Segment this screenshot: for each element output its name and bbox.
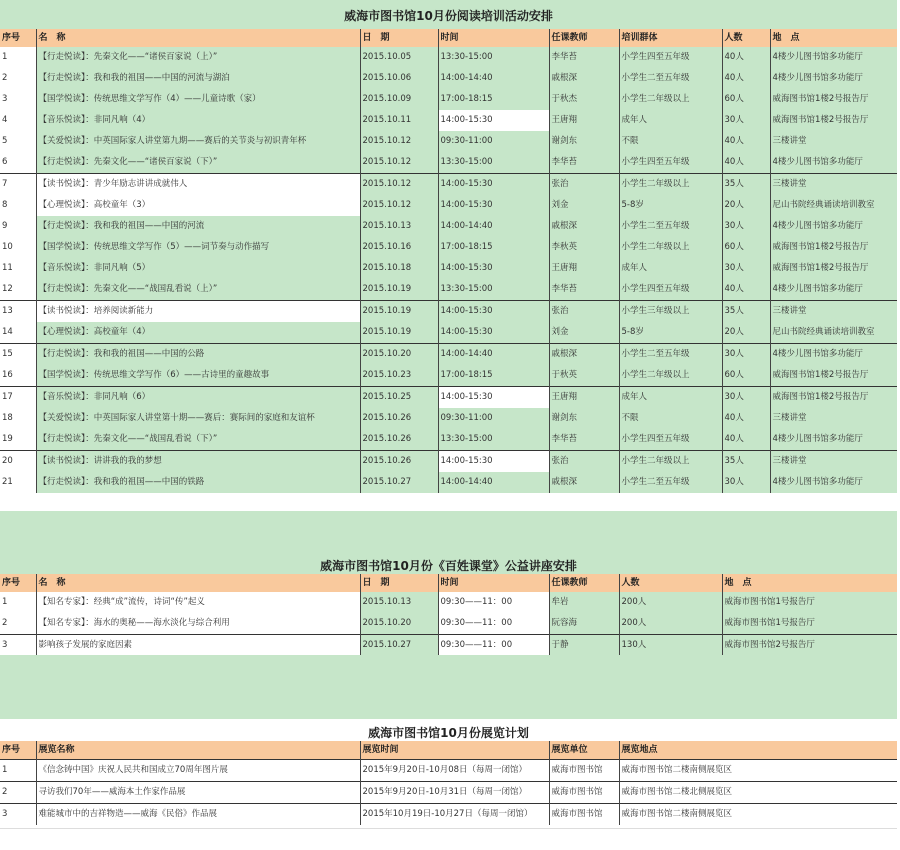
table-row [0, 365, 897, 387]
table-cell: 【知名专家】：经典“成”流传，诗词“传”起义 [36, 592, 360, 613]
column-header: 时间 [438, 574, 549, 592]
table-cell: 09:30——11：00 [438, 592, 549, 613]
table-cell: 14:00-15:30 [438, 322, 549, 344]
table-cell: 2015.10.13 [360, 216, 438, 237]
table-cell: 小学生四至五年级 [619, 279, 722, 301]
column-header: 序号 [0, 29, 36, 47]
table-cell: 1 [0, 592, 36, 613]
table-cell: 35人 [722, 174, 770, 196]
table-cell: 17:00-18:15 [438, 365, 549, 387]
table-cell: 威海图书馆1楼2号报告厅 [770, 89, 897, 110]
table-cell: 2015.10.20 [360, 613, 438, 635]
table-cell: 成年人 [619, 387, 722, 409]
table-cell: 2015.10.19 [360, 301, 438, 323]
table-row [0, 451, 897, 473]
column-header: 任课教师 [549, 574, 619, 592]
table-cell: 09:30——11：00 [438, 635, 549, 657]
column-header: 名 称 [36, 574, 360, 592]
table-cell: 【读书悦读】：培养阅读新能力 [36, 301, 360, 323]
training-table [0, 29, 897, 493]
table-cell: 5-8岁 [619, 322, 722, 344]
table-cell: 寻访我们70年——威海本土作家作品展 [36, 782, 360, 804]
table-cell: 小学生二至五年级 [619, 68, 722, 89]
table-cell: 14 [0, 322, 36, 344]
table-cell: 2015.10.25 [360, 387, 438, 409]
table-cell: 130人 [619, 635, 722, 657]
table-cell: 【国学悦读】：传统思维文学写作（6）——古诗里的童趣故事 [36, 365, 360, 387]
table-cell: 成年人 [619, 110, 722, 131]
table-cell: 三楼讲堂 [770, 301, 897, 323]
table-cell: 张治 [549, 451, 619, 473]
table-cell: 【行走悦读】：我和我的祖国——中国的铁路 [36, 472, 360, 493]
table-cell: 王唐翔 [549, 258, 619, 279]
table-cell: 【读书悦读】：讲讲我的我的梦想 [36, 451, 360, 473]
table-cell: 14:00-15:30 [438, 110, 549, 131]
table-row [0, 408, 897, 429]
table-cell: 【行走悦读】：我和我的祖国——中国的河流与湖泊 [36, 68, 360, 89]
table-cell: 14:00-14:40 [438, 68, 549, 89]
table-cell: 14:00-15:30 [438, 387, 549, 409]
table-row [0, 68, 897, 89]
table-cell: 【音乐悦读】：非同凡响（5） [36, 258, 360, 279]
table-cell: 谢剑东 [549, 408, 619, 429]
table-cell: 1 [0, 47, 36, 68]
table-cell: 60人 [722, 237, 770, 258]
table-row [0, 131, 897, 152]
table-cell: 【国学悦读】：传统思维文学写作（4）——儿童诗歌（家） [36, 89, 360, 110]
table-row [0, 258, 897, 279]
table-cell: 【读书悦读】：青少年励志讲讲成就伟人 [36, 174, 360, 196]
column-header: 展览时间 [360, 741, 549, 760]
table-cell: 09:30-11:00 [438, 131, 549, 152]
table-cell: 小学生四至五年级 [619, 429, 722, 451]
table-cell: 不限 [619, 131, 722, 152]
table-cell: 2015.10.27 [360, 635, 438, 657]
table-cell: 于静 [549, 635, 619, 657]
table-cell: 小学生二至五年级 [619, 472, 722, 493]
table-cell: 戚根深 [549, 344, 619, 366]
table-cell: 威海图书馆1楼2号报告厅 [770, 237, 897, 258]
table-cell: 30人 [722, 110, 770, 131]
table-cell: 09:30-11:00 [438, 408, 549, 429]
training-title: 威海市图书馆10月份阅读培训活动安排 [344, 9, 553, 23]
table-cell: 17:00-18:15 [438, 89, 549, 110]
table-cell: 戚根深 [549, 472, 619, 493]
lectures-header-row [0, 574, 897, 592]
table-cell: 40人 [722, 152, 770, 174]
table-cell: 200人 [619, 613, 722, 635]
table-cell: 刘金 [549, 322, 619, 344]
table-row [0, 760, 897, 782]
table-cell: 2015.10.09 [360, 89, 438, 110]
table-cell: 4楼少儿图书馆多功能厅 [770, 216, 897, 237]
table-cell: 17:00-18:15 [438, 237, 549, 258]
table-cell: 于秋杰 [549, 89, 619, 110]
table-cell: 2 [0, 782, 36, 804]
table-cell: 《信念铸中国》庆祝人民共和国成立70周年图片展 [36, 760, 360, 782]
column-header: 序号 [0, 741, 36, 760]
table-cell: 【国学悦读】：传统思维文学写作（5）——词节奏与动作描写 [36, 237, 360, 258]
table-cell: 13 [0, 301, 36, 323]
table-cell: 威海图书馆1楼2号报告厅 [770, 387, 897, 409]
table-cell: 威海图书馆1楼2号报告厅 [770, 258, 897, 279]
column-header: 名 称 [36, 29, 360, 47]
table-cell: 三楼讲堂 [770, 131, 897, 152]
table-cell: 14:00-14:40 [438, 472, 549, 493]
table-cell: 【关爱悦读】：中英国际家人讲堂第九期——赛后的关节炎与初识青年杯 [36, 131, 360, 152]
table-row [0, 429, 897, 451]
table-cell: 小学生二年级以上 [619, 365, 722, 387]
table-cell: 谢剑东 [549, 131, 619, 152]
table-cell: 2015.10.26 [360, 429, 438, 451]
table-cell: 5-8岁 [619, 195, 722, 216]
table-cell: 11 [0, 258, 36, 279]
table-cell: 2015.10.16 [360, 237, 438, 258]
table-cell: 2 [0, 613, 36, 635]
spacer-band [0, 511, 897, 554]
table-cell: 三楼讲堂 [770, 451, 897, 473]
table-cell: 影响孩子发展的家庭因素 [36, 635, 360, 657]
column-header: 人数 [619, 574, 722, 592]
table-row [0, 216, 897, 237]
table-cell: 2015.10.23 [360, 365, 438, 387]
table-cell: 威海图书馆1楼2号报告厅 [770, 365, 897, 387]
table-row [0, 635, 897, 657]
table-cell: 14:00-15:30 [438, 174, 549, 196]
lectures-title: 威海市图书馆10月份《百姓课堂》公益讲座安排 [320, 559, 577, 573]
table-cell: 13:30-15:00 [438, 47, 549, 68]
exhibitions-header-row [0, 741, 897, 760]
table-cell: 牟岩 [549, 592, 619, 613]
table-cell: 威海市图书馆 [549, 804, 619, 826]
table-cell: 李华苔 [549, 279, 619, 301]
exhibitions-title: 威海市图书馆10月份展览计划 [368, 726, 529, 740]
table-cell: 9 [0, 216, 36, 237]
table-cell: 18 [0, 408, 36, 429]
table-cell: 2015.10.13 [360, 592, 438, 613]
table-cell: 4楼少儿图书馆多功能厅 [770, 47, 897, 68]
table-cell: 2015.10.18 [360, 258, 438, 279]
column-header: 序号 [0, 574, 36, 592]
table-cell: 2015.10.26 [360, 451, 438, 473]
table-cell: 5 [0, 131, 36, 152]
table-cell: 30人 [722, 344, 770, 366]
table-row [0, 110, 897, 131]
column-header: 展览地点 [619, 741, 897, 760]
column-header: 地 点 [770, 29, 897, 47]
table-cell: 李华苔 [549, 47, 619, 68]
table-cell: 威海市图书馆1号报告厅 [722, 592, 897, 613]
table-cell: 30人 [722, 216, 770, 237]
column-header: 培训群体 [619, 29, 722, 47]
table-cell: 【行走悦读】：我和我的祖国——中国的河流 [36, 216, 360, 237]
table-cell: 14:00-14:40 [438, 216, 549, 237]
table-row [0, 804, 897, 826]
table-cell: 2015年9月20日-10月31日（每周一闭馆） [360, 782, 549, 804]
table-cell: 12 [0, 279, 36, 301]
table-cell: 威海市图书馆二楼南侧展览区 [619, 804, 897, 826]
table-cell: 21 [0, 472, 36, 493]
table-cell: 阮容海 [549, 613, 619, 635]
table-cell: 【知名专家】：海水的奥秘——海水淡化与综合利用 [36, 613, 360, 635]
table-cell: 戚根深 [549, 216, 619, 237]
table-cell: 小学生三年级以上 [619, 301, 722, 323]
table-cell: 【音乐悦读】：非同凡响（6） [36, 387, 360, 409]
table-cell: 4楼少儿图书馆多功能厅 [770, 152, 897, 174]
column-header: 时间 [438, 29, 549, 47]
table-row [0, 174, 897, 196]
table-cell: 30人 [722, 387, 770, 409]
table-cell: 2015年9月20日-10月08日（每周一闭馆） [360, 760, 549, 782]
table-cell: 4楼少儿图书馆多功能厅 [770, 344, 897, 366]
table-cell: 35人 [722, 301, 770, 323]
table-cell: 【心理悦读】：高校童年（4） [36, 322, 360, 344]
table-cell: 40人 [722, 429, 770, 451]
table-cell: 2 [0, 68, 36, 89]
column-header: 日 期 [360, 574, 438, 592]
table-row [0, 195, 897, 216]
column-header: 人数 [722, 29, 770, 47]
table-cell: 小学生二至五年级 [619, 344, 722, 366]
table-cell: 40人 [722, 47, 770, 68]
table-cell: 小学生二年级以上 [619, 451, 722, 473]
table-cell: 30人 [722, 472, 770, 493]
table-cell: 14:00-15:30 [438, 301, 549, 323]
table-cell: 【行走悦读】：先秦文化——“战国乱看说（上）” [36, 279, 360, 301]
table-cell: 李华苔 [549, 152, 619, 174]
table-cell: 王唐翔 [549, 110, 619, 131]
table-cell: 张治 [549, 174, 619, 196]
table-cell: 戚根深 [549, 68, 619, 89]
table-row [0, 387, 897, 409]
table-cell: 三楼讲堂 [770, 408, 897, 429]
table-cell: 40人 [722, 279, 770, 301]
table-row [0, 47, 897, 68]
table-cell: 【行走悦读】：我和我的祖国——中国的公路 [36, 344, 360, 366]
table-row [0, 279, 897, 301]
table-cell: 小学生四至五年级 [619, 47, 722, 68]
table-cell: 成年人 [619, 258, 722, 279]
table-cell: 4楼少儿图书馆多功能厅 [770, 68, 897, 89]
table-cell: 刘金 [549, 195, 619, 216]
table-cell: 3 [0, 804, 36, 826]
table-cell: 小学生二年级以上 [619, 237, 722, 258]
column-header: 展览单位 [549, 741, 619, 760]
column-header: 日 期 [360, 29, 438, 47]
table-cell: 2015.10.26 [360, 408, 438, 429]
table-cell: 6 [0, 152, 36, 174]
table-cell: 威海市图书馆二楼北侧展览区 [619, 782, 897, 804]
table-cell: 2015.10.20 [360, 344, 438, 366]
table-cell: 难能城市中的吉祥物造——威海《民俗》作品展 [36, 804, 360, 826]
table-cell: 2015.10.19 [360, 322, 438, 344]
table-cell: 小学生二年级以上 [619, 174, 722, 196]
table-cell: 2015.10.12 [360, 195, 438, 216]
table-cell: 【行走悦读】：先秦文化——“诸侯百家说（上）” [36, 47, 360, 68]
table-cell: 王唐翔 [549, 387, 619, 409]
table-cell: 【行走悦读】：先秦文化——“战国乱看说（下）” [36, 429, 360, 451]
table-cell: 威海市图书馆二楼南侧展览区 [619, 760, 897, 782]
table-cell: 三楼讲堂 [770, 174, 897, 196]
table-cell: 40人 [722, 408, 770, 429]
table-cell: 李华苔 [549, 429, 619, 451]
table-cell: 20 [0, 451, 36, 473]
table-cell: 小学生二年级以上 [619, 89, 722, 110]
table-row [0, 344, 897, 366]
table-cell: 1 [0, 760, 36, 782]
table-cell: 13:30-15:00 [438, 429, 549, 451]
table-cell: 4楼少儿图书馆多功能厅 [770, 429, 897, 451]
table-cell: 30人 [722, 258, 770, 279]
table-cell: 16 [0, 365, 36, 387]
table-cell: 4 [0, 110, 36, 131]
table-cell: 20人 [722, 322, 770, 344]
column-header: 任课教师 [549, 29, 619, 47]
table-cell: 【关爱悦读】：中英国际家人讲堂第十期——赛后：赛际间的家庭和友谊杯 [36, 408, 360, 429]
table-cell: 小学生二至五年级 [619, 216, 722, 237]
table-row [0, 782, 897, 804]
table-cell: 19 [0, 429, 36, 451]
lectures-table [0, 574, 897, 656]
table-cell: 于秋英 [549, 365, 619, 387]
table-cell: 小学生四至五年级 [619, 152, 722, 174]
table-row [0, 322, 897, 344]
table-cell: 威海市图书馆1号报告厅 [722, 613, 897, 635]
table-row [0, 301, 897, 323]
table-cell: 2015年10月19日-10月27日（每周一闭馆） [360, 804, 549, 826]
table-cell: 8 [0, 195, 36, 216]
table-cell: 2015.10.06 [360, 68, 438, 89]
table-cell: 【心理悦读】：高校童年（3） [36, 195, 360, 216]
table-cell: 【行走悦读】：先秦文化——“诸侯百家说（下）” [36, 152, 360, 174]
table-cell: 14:00-15:30 [438, 451, 549, 473]
table-cell: 60人 [722, 365, 770, 387]
table-cell: 2015.10.12 [360, 131, 438, 152]
table-cell: 200人 [619, 592, 722, 613]
table-cell: 威海市图书馆 [549, 760, 619, 782]
spacer-band [0, 655, 897, 719]
table-cell: 13:30-15:00 [438, 152, 549, 174]
table-cell: 20人 [722, 195, 770, 216]
column-header: 地 点 [722, 574, 897, 592]
table-cell: 40人 [722, 131, 770, 152]
training-header-row [0, 29, 897, 47]
table-row [0, 613, 897, 635]
table-cell: 10 [0, 237, 36, 258]
exhibitions-table [0, 741, 897, 825]
table-cell: 17 [0, 387, 36, 409]
table-cell: 不限 [619, 408, 722, 429]
table-cell: 15 [0, 344, 36, 366]
table-cell: 40人 [722, 68, 770, 89]
table-row [0, 472, 897, 493]
table-cell: 2015.10.27 [360, 472, 438, 493]
table-row [0, 237, 897, 258]
table-cell: 4楼少儿图书馆多功能厅 [770, 279, 897, 301]
table-row [0, 152, 897, 174]
table-cell: 威海图书馆1楼2号报告厅 [770, 110, 897, 131]
table-cell: 14:00-14:40 [438, 344, 549, 366]
table-cell: 威海市图书馆2号报告厅 [722, 635, 897, 657]
table-cell: 尼山书院经典诵读培训教室 [770, 195, 897, 216]
table-cell: 3 [0, 89, 36, 110]
table-cell: 2015.10.05 [360, 47, 438, 68]
table-cell: 2015.10.12 [360, 174, 438, 196]
table-cell: 尼山书院经典诵读培训教室 [770, 322, 897, 344]
table-cell: 14:00-15:30 [438, 258, 549, 279]
table-cell: 60人 [722, 89, 770, 110]
table-cell: 2015.10.11 [360, 110, 438, 131]
table-cell: 09:30——11：00 [438, 613, 549, 635]
grid-line [0, 828, 897, 829]
table-cell: 2015.10.12 [360, 152, 438, 174]
table-cell: 35人 [722, 451, 770, 473]
table-cell: 13:30-15:00 [438, 279, 549, 301]
table-cell: 李秋英 [549, 237, 619, 258]
table-row [0, 592, 897, 613]
table-cell: 7 [0, 174, 36, 196]
table-cell: 张治 [549, 301, 619, 323]
table-cell: 2015.10.19 [360, 279, 438, 301]
table-cell: 【音乐悦读】：非同凡响（4） [36, 110, 360, 131]
table-cell: 威海市图书馆 [549, 782, 619, 804]
table-cell: 4楼少儿图书馆多功能厅 [770, 472, 897, 493]
table-row [0, 89, 897, 110]
table-cell: 14:00-15:30 [438, 195, 549, 216]
table-cell: 3 [0, 635, 36, 657]
column-header: 展览名称 [36, 741, 360, 760]
